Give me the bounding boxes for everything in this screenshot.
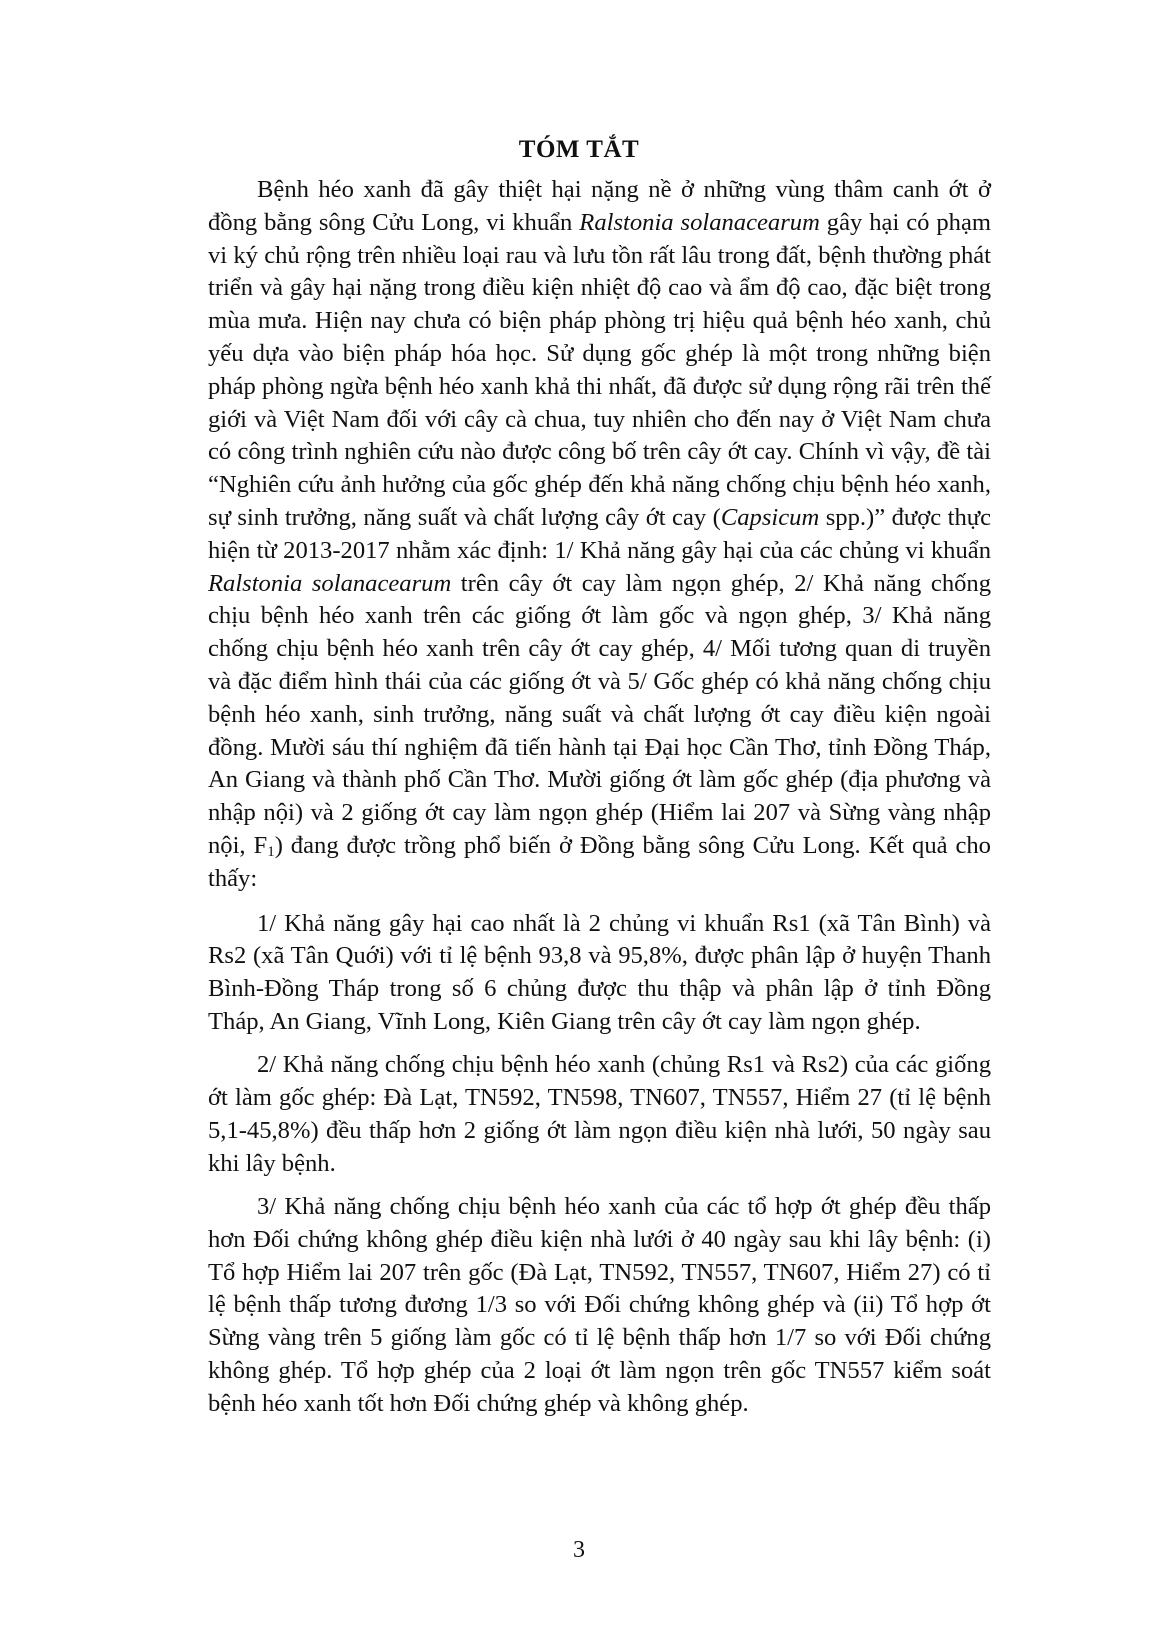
species-name-1: Ralstonia solanacearum [579, 208, 820, 236]
intro-text-1: Bệnh héo xanh đã gây thiệt hại nặng nề ở những vùng thâm canh ớt ở đồng bằng sông Cửu Long, vi khuẩn [208, 176, 991, 236]
species-name-2: Ralstonia solanacearum [208, 569, 452, 597]
paragraph-result-3: 3/ Khả năng chống chịu bệnh héo xanh của các tổ hợp ớt ghép đều thấp hơn Đối chứng không ghép điều kiện nhà lưới ở 40 ngày sau khi lây bệnh: (i) Tổ hợp Hiểm lai 207 trên gốc (Đà Lạt, TN592, TN557, TN607, Hiểm 27) có tỉ lệ bệnh thấp tương đương 1/3 so với Đối chứng không ghép và (ii) Tổ hợp ớt Sừng vàng trên 5 giống làm gốc có tỉ lệ bệnh thấp hơn 1/7 so với Đối chứng không ghép. Tổ hợp ghép của 2 loại ớt làm ngọn trên gốc TN557 kiểm soát bệnh héo xanh tốt hơn Đối chứng ghép và không ghép. [208, 1192, 991, 1417]
paragraph-result-1: 1/ Khả năng gây hại cao nhất là 2 chủng vi khuẩn Rs1 (xã Tân Bình) và Rs2 (xã Tân Quới) với tỉ lệ bệnh 93,8 và 95,8%, được phân lập ở huyện Thanh Bình-Đồng Tháp trong số 6 chủng được thu thập và phân lập ở tỉnh Đồng Tháp, An Giang, Vĩnh Long, Kiên Giang trên cây ớt cay làm ngọn ghép. [208, 909, 991, 1035]
section-title: TÓM TẮT [518, 136, 640, 163]
summary-body [208, 174, 991, 1431]
genus-name: Capsicum [720, 503, 820, 531]
page-number: 3 [573, 1537, 585, 1563]
intro-text-4: trên cây ớt cay làm ngọn ghép, 2/ Khả năng chống chịu bệnh héo xanh trên các giống ớt làm gốc và ngọn ghép, 3/ Khả năng chống chịu bệnh héo xanh trên cây ớt cay ghép, 4/ Mối tương quan di truyền và đặc điểm hình thái của các giống ớt và 5/ Gốc ghép có khả năng chống chịu bệnh héo xanh, sinh trưởng, năng suất và chất lượng ớt cay điều kiện ngoài đồng. Mười sáu thí nghiệm đã tiến hành tại Đại học Cần Thơ, tỉnh Đồng Tháp, An Giang và thành phố Cần Thơ. Mười giống ớt làm gốc ghép (địa phương và nhập nội) và 2 giống ớt cay làm ngọn ghép (Hiểm lai 207 và Sừng vàng nhập nội, F [208, 569, 992, 859]
intro-text-3: spp.)” được thực hiện từ 2013-2017 nhằm xác định: 1/ Khả năng gây hại của các chủng vi khuẩn [208, 503, 991, 564]
intro-text-5: ) đang được trồng phổ biến ở Đồng bằng sông Cửu Long. Kết quả cho thấy: [208, 831, 991, 892]
paragraph-intro [208, 174, 991, 896]
intro-text-2: gây hại có phạm vi ký chủ rộng trên nhiều loại rau và lưu tồn rất lâu trong đất, bệnh thường phát triển và gây hại nặng trong điều kiện nhiệt độ cao và ẩm độ cao, đặc biệt trong mùa mưa. Hiện nay chưa có biện pháp phòng trị hiệu quả bệnh héo xanh, chủ yếu dựa vào biện pháp hóa học. Sử dụng gốc ghép là một trong những biện pháp phòng ngừa bệnh héo xanh khả thi nhất, đã được sử dụng rộng rãi trên thế giới và Việt Nam đối với cây cà chua, tuy nhiên cho đến nay ở Việt Nam chưa có công trình nghiên cứu nào được công bố trên cây ớt cay. Chính vì vậy, đề tài “Nghiên cứu ảnh hưởng của gốc ghép đến khả năng chống chịu bệnh héo xanh, sự sinh trưởng, năng suất và chất lượng cây ớt cay ( [208, 208, 991, 531]
paragraph-result-2: 2/ Khả năng chống chịu bệnh héo xanh (chủng Rs1 và Rs2) của các giống ớt làm gốc ghép: Đà Lạt, TN592, TN598, TN607, TN557, Hiểm 27 (tỉ lệ bệnh 5,1-45,8%) đều thấp hơn 2 giống ớt làm ngọn điều kiện nhà lưới, 50 ngày sau khi lây bệnh. [208, 1051, 991, 1177]
generation-subscript: 1 [267, 843, 275, 860]
